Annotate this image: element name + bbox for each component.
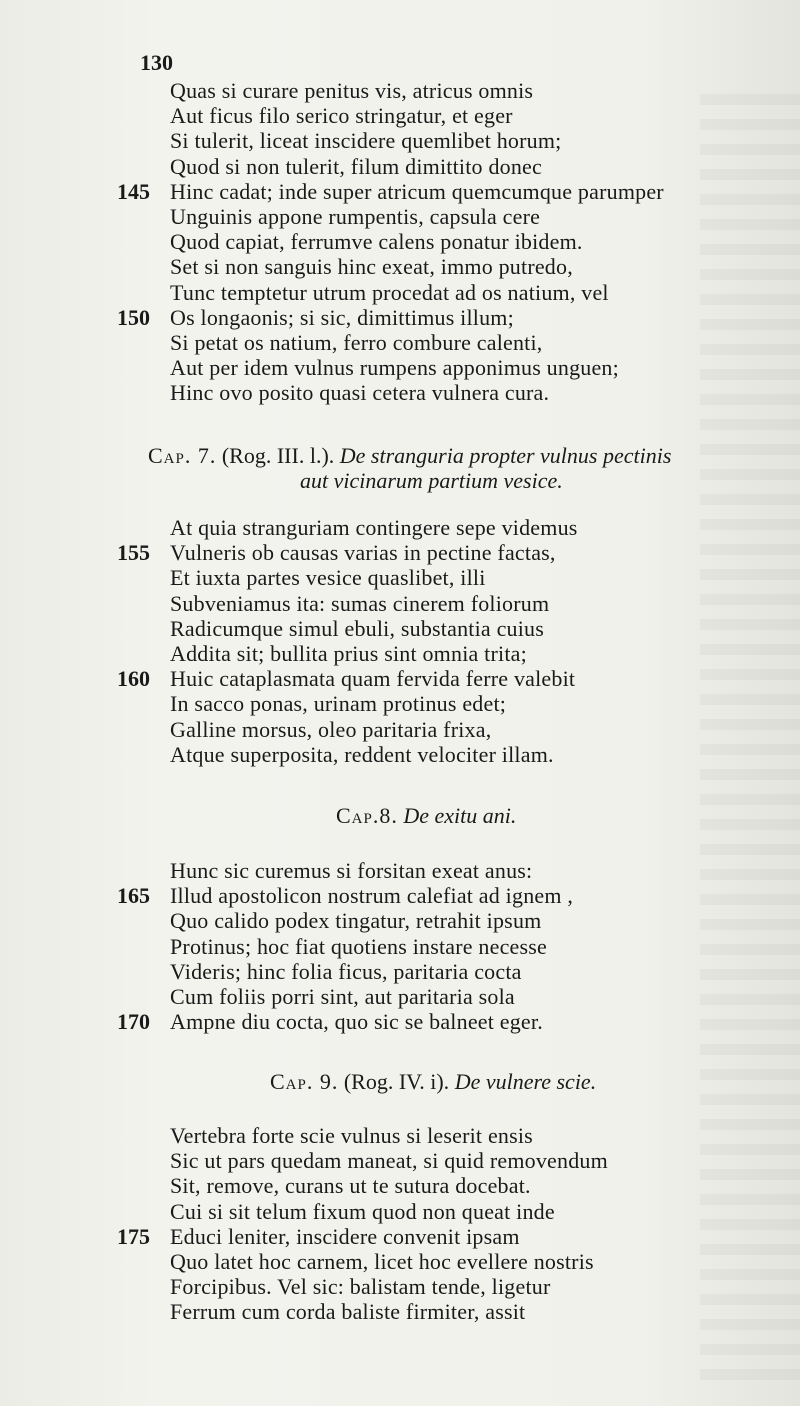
verse-line: Sic ut pars quedam maneat, si quid removendum (170, 1148, 608, 1174)
verse-line: Ampne diu cocta, quo sic se balneet eger. (170, 1009, 543, 1035)
verse-line: Radicumque simul ebuli, substantia cuius (170, 615, 545, 641)
verse-line: Vertebra forte scie vulnus si leserit ensis (170, 1123, 533, 1148)
verse-line: Si petat os natium, ferro combure calenti, (170, 330, 543, 355)
chapter-7-heading (148, 443, 671, 469)
chapter-8-title: De exitu ani. (403, 803, 517, 828)
chapter-7-rog: (Rog. III. l.). (221, 443, 335, 468)
verse-line: Tunc temptetur utrum procedat ad os natium, vel (170, 279, 609, 305)
verse-line: Si tulerit, liceat inscidere quemlibet horum; (170, 128, 562, 154)
page-number: 130 (140, 50, 173, 75)
chapter-7-label: Cap. 7. (148, 443, 217, 468)
chapter-8-label: Cap.8. (336, 803, 398, 828)
verse-line: Videris; hinc folia ficus, paritaria cocta (170, 958, 522, 984)
verse-line: Quo calido podex tingatur, retrahit ipsum (170, 908, 542, 934)
verse-line: Quod capiat, ferrumve calens ponatur ibidem. (170, 229, 583, 255)
verse-line: Quod si non tulerit, filum dimittito donec (170, 153, 542, 179)
verse-line: Atque superposita, reddent velociter illam. (170, 741, 554, 767)
verse-line: Huic cataplasmata quam fervida ferre valebit (170, 666, 576, 692)
verse-line: Cui si sit telum fixum quod non queat inde (170, 1198, 555, 1224)
verse-line: Illud apostolicon nostrum calefiat ad ignem , (170, 883, 574, 909)
verse-line: Educi leniter, inscidere convenit ipsam (170, 1223, 520, 1249)
verse-line: Unguinis appone rumpentis, capsula cere (170, 204, 541, 229)
bleed-through-text (700, 80, 800, 1380)
verse-line: Forcipibus. Vel sic: balistam tende, ligetur (170, 1274, 551, 1300)
line-number: 165 (117, 883, 150, 909)
verse-line: Protinus; hoc fiat quotiens instare necesse (170, 933, 548, 959)
verse-line: Et iuxta partes vesice quaslibet, illi (170, 565, 486, 591)
chapter-9-rog: (Rog. IV. i). (343, 1069, 450, 1094)
line-number: 170 (117, 1009, 150, 1035)
verse-line: Aut per idem vulnus rumpens apponimus unguen; (170, 355, 619, 381)
line-number: 145 (117, 178, 150, 204)
verse-line: Ferrum cum corda baliste firmiter, assit (170, 1299, 526, 1325)
chapter-7-title-line2: aut vicinarum partium vesice. (300, 468, 563, 493)
verse-line: At quia stranguriam contingere sepe videmus (170, 515, 578, 540)
verse-line: Hinc cadat; inde super atricum quemcumque parumper (170, 178, 664, 204)
verse-line: Galline morsus, oleo paritaria frixa, (170, 716, 492, 742)
verse-line: Set si non sanguis hinc exeat, immo putredo, (170, 254, 573, 280)
line-number: 175 (117, 1223, 150, 1249)
chapter-8-heading (336, 803, 516, 829)
chapter-7-title-line1: De stranguria propter vulnus pectinis (339, 443, 672, 468)
verse-line: In sacco ponas, urinam protinus edet; (170, 691, 507, 717)
verse-line: Aut ficus filo serico stringatur, et eger (170, 103, 513, 129)
verse-line: Vulneris ob causas varias in pectine factas, (170, 540, 556, 566)
verse-line: Addita sit; bullita prius sint omnia trita; (170, 641, 527, 666)
chapter-9-label: Cap. 9. (270, 1069, 339, 1094)
verse-line: Hinc ovo posito quasi cetera vulnera cura. (170, 380, 550, 406)
verse-line: Quas si curare penitus vis, atricus omnis (170, 78, 534, 103)
chapter-9-title: De vulnere scie. (454, 1069, 597, 1094)
line-number: 160 (117, 666, 150, 692)
verse-line: Sit, remove, curans ut te sutura docebat. (170, 1173, 531, 1199)
chapter-9-heading (270, 1069, 596, 1095)
verse-line: Quo latet hoc carnem, licet hoc evellere nostris (170, 1249, 594, 1274)
verse-line: Subveniamus ita: sumas cinerem foliorum (170, 590, 550, 616)
verse-line: Cum foliis porri sint, aut paritaria sola (170, 984, 515, 1009)
line-number: 155 (117, 540, 150, 566)
line-number: 150 (117, 304, 150, 330)
verse-line: Os longaonis; si sic, dimittimus illum; (170, 304, 514, 330)
verse-line: Hunc sic curemus si forsitan exeat anus: (170, 858, 533, 883)
